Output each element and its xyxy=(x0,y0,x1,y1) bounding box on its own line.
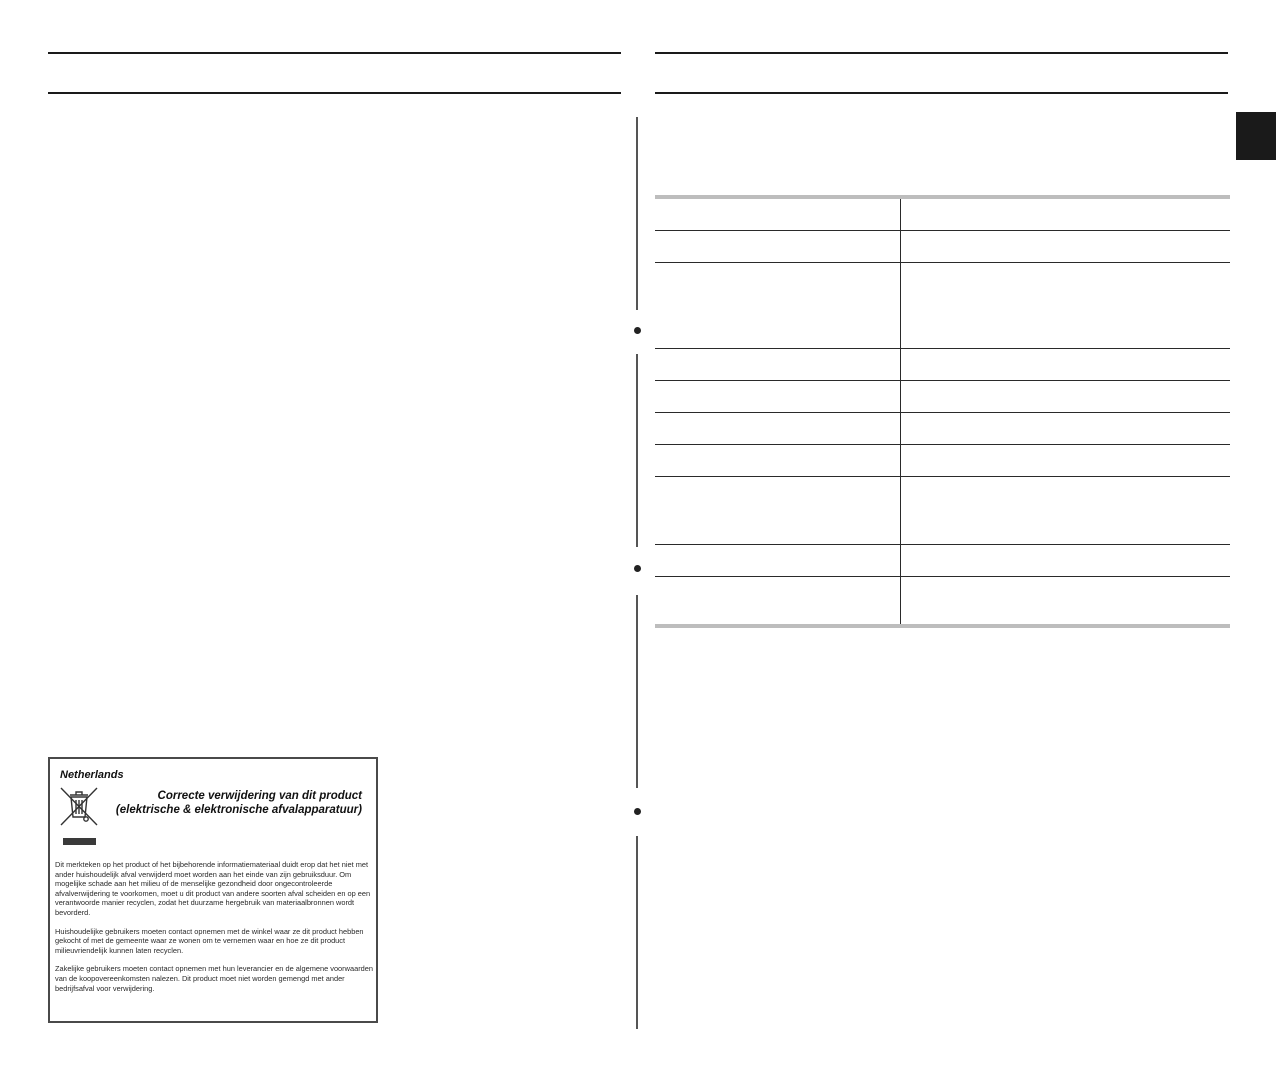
gutter-dot-2 xyxy=(634,565,641,572)
row-value xyxy=(901,413,1230,444)
row-value xyxy=(901,231,1230,262)
row-value xyxy=(901,445,1230,476)
row-value xyxy=(901,381,1230,412)
table-row xyxy=(655,577,1230,624)
notice-country: Netherlands xyxy=(60,769,124,781)
notice-paragraph: Zakelijke gebruikers moeten contact opnemen met hun leverancier en de algemene voorwaarden van de koopovereenkomsten nalezen. Dit product moet niet worden gemengd met ander bedrijfsafval voor verwijdering. xyxy=(55,964,373,993)
weee-underline-bar xyxy=(63,838,96,845)
crossed-out-wheelie-bin-icon xyxy=(58,785,100,829)
notice-title xyxy=(112,789,362,817)
table-row xyxy=(655,263,1230,349)
row-label xyxy=(655,477,901,544)
notice-paragraph: Dit merkteken op het product of het bijbehorende informatiemateriaal duidt erop dat het niet met ander huishoudelijk afval verwijderd moet worden aan het einde van zijn gebruiksduur. Om mogelijke schade aan het milieu of de menselijke gezondheid door ongecontroleerde afvalverwijdering te voorkomen, moet u dit product van andere soorten afval scheiden en op een verantwoorde manier recyclen, zodat het duurzame hergebruik van materiaalbronnen wordt bevorderd. xyxy=(55,860,371,917)
notice-title-line-1: Correcte verwijdering van dit product xyxy=(157,790,362,802)
notice-body xyxy=(55,860,373,1002)
gutter-dot-1 xyxy=(634,327,641,334)
specification-table xyxy=(655,195,1230,628)
row-value xyxy=(901,477,1230,544)
row-label xyxy=(655,545,901,576)
gutter-line-1 xyxy=(636,117,638,310)
table-row xyxy=(655,231,1230,263)
table-row xyxy=(655,445,1230,477)
table-bottom-border xyxy=(655,624,1230,628)
notice-title-line-2: (elektrische & elektronische afvalapparatuur) xyxy=(115,804,362,816)
row-value xyxy=(901,577,1230,624)
gutter-dot-3 xyxy=(634,808,641,815)
row-value xyxy=(901,545,1230,576)
row-label xyxy=(655,231,901,262)
chapter-tab xyxy=(1236,112,1276,160)
row-label xyxy=(655,349,901,380)
table-row xyxy=(655,413,1230,445)
weee-disposal-notice xyxy=(48,757,378,1023)
right-header-top-rule xyxy=(655,52,1228,54)
row-label xyxy=(655,577,901,624)
row-label xyxy=(655,381,901,412)
table-row xyxy=(655,349,1230,381)
left-header-bottom-rule xyxy=(48,92,621,94)
row-value xyxy=(901,263,1230,348)
row-value xyxy=(901,199,1230,230)
table-row xyxy=(655,545,1230,577)
row-label xyxy=(655,413,901,444)
gutter-line-2 xyxy=(636,354,638,547)
row-label xyxy=(655,263,901,348)
row-label xyxy=(655,445,901,476)
table-row xyxy=(655,199,1230,231)
notice-paragraph: Huishoudelijke gebruikers moeten contact opnemen met de winkel waar ze dit product hebben gekocht of met de gemeente waar ze wonen om te vernemen waar en hoe ze dit product milieuvriendelijk kunnen laten recyclen. xyxy=(55,926,364,955)
table-row xyxy=(655,381,1230,413)
table-row xyxy=(655,477,1230,545)
row-value xyxy=(901,349,1230,380)
left-header-top-rule xyxy=(48,52,621,54)
gutter-line-4 xyxy=(636,836,638,1029)
row-label xyxy=(655,199,901,230)
right-header-bottom-rule xyxy=(655,92,1228,94)
gutter-line-3 xyxy=(636,595,638,788)
